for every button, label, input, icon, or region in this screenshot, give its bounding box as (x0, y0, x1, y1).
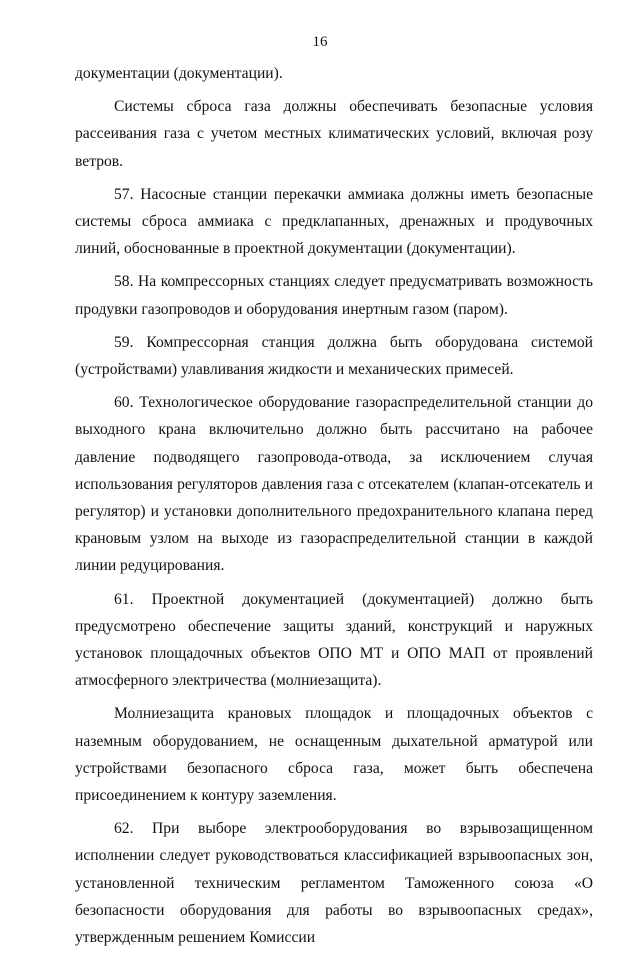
paragraph-continuation: документации (документации). (75, 65, 283, 82)
paragraph-lightning-protection: Молниезащита крановых площадок и площадочных объектов с наземным оборудованием, не оснащенным дыхательной арматурой или устройствами безопасного сброса газа, может быть обеспечена присоединением к контуру заземления. (75, 705, 593, 805)
paragraph-59: 59. Компрессорная станция должна быть оборудована системой (устройствами) улавливания жидкости и механических примесей. (75, 333, 593, 379)
document-body (75, 60, 593, 957)
paragraph-60: 60. Технологическое оборудование газораспределительной станции до выходного крана включительно должно быть рассчитано на рабочее давление подводящего газопровода-отвода, за исключением случая использования регуляторов давления газа с отсекателем (клапан-отсекатель и регулятор) и установки дополнительного предохранительного клапана перед крановым узлом на выходе из газораспределительной станции в каждой линии редуцирования. (75, 394, 593, 575)
paragraph-gas-release: Системы сброса газа должны обеспечивать безопасные условия рассеивания газа с учетом местных климатических условий, включая розу ветров. (75, 98, 593, 170)
paragraph-62: 62. При выборе электрооборудования во взрывозащищенном исполнении следует руководствоваться классификацией взрывоопасных зон, установленной техническим регламентом Таможенного союза «О безопасности оборудования для работы во взрывоопасных средах», утвержденным решением Комиссии (75, 820, 593, 947)
paragraph-61: 61. Проектной документацией (документацией) должно быть предусмотрено обеспечение защиты зданий, конструкций и наружных установок площадочных объектов ОПО МТ и ОПО МАП от проявлений атмосферного электричества (молниезащита). (75, 590, 593, 690)
paragraph-57: 57. Насосные станции перекачки аммиака должны иметь безопасные системы сброса аммиака с предклапанных, дренажных и продувочных линий, обоснованные в проектной документации (документации). (75, 185, 593, 258)
page-number: 16 (312, 34, 328, 50)
paragraph-58: 58. На компрессорных станциях следует предусматривать возможность продувки газопроводов и оборудования инертным газом (паром). (75, 273, 593, 318)
